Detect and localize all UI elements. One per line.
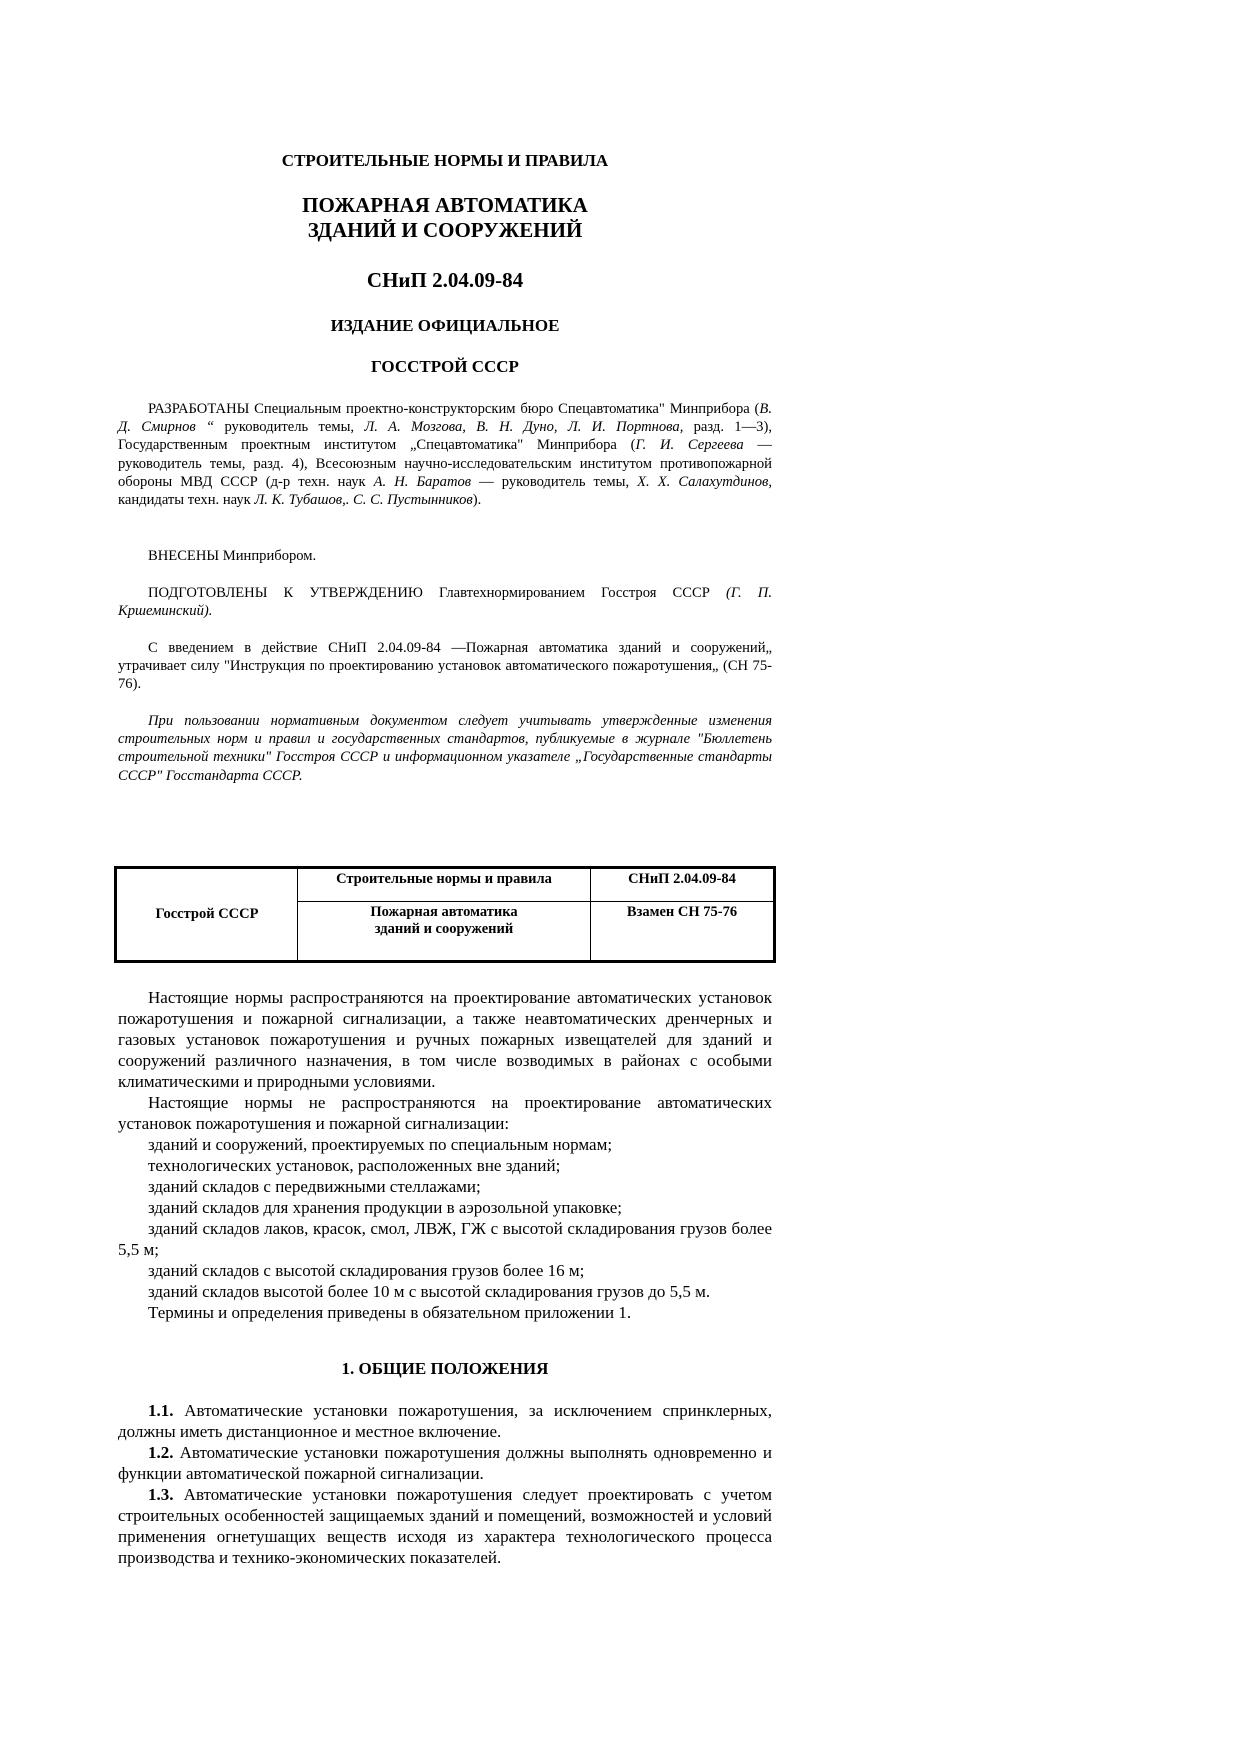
title-block-table	[114, 866, 776, 963]
document-category: СТРОИТЕЛЬНЫЕ НОРМЫ И ПРАВИЛА	[281, 151, 609, 170]
usage-note-paragraph	[118, 712, 772, 785]
title-block-type: Строительные нормы и правила	[298, 868, 591, 902]
title-block-org: Госстрой СССР	[116, 868, 298, 962]
document-title-line1: ПОЖАРНАЯ АВТОМАТИКА	[302, 193, 588, 217]
clause-text: Автоматические установки пожаротушения следует проектировать с учетом строительных особенностей защищаемых зданий и помещений, возможностей и условий применения огнетушащих веществ исходя из характера технологического процесса производства и технико-экономических показателей.	[118, 1485, 772, 1567]
scope-list-item: зданий и сооружений, проектируемых по специальным нормам;	[148, 1135, 613, 1154]
title-block-name-line1: Пожарная автоматика	[370, 904, 518, 921]
developed-by-text	[118, 400, 772, 509]
clause-number: 1.1.	[148, 1401, 174, 1420]
title-block-code: СНиП 2.04.09-84	[591, 868, 775, 902]
developed-by-run: ).	[472, 492, 482, 509]
developed-by-run: Г. И. Сергеева	[635, 437, 744, 454]
developed-by-run: руководитель темы,	[214, 419, 365, 436]
terms-reference: Термины и определения приведены в обязательном приложении 1.	[148, 1303, 632, 1322]
scope-section	[118, 987, 772, 1323]
usage-note-text: При пользовании нормативным документом следует учитывать утвержденные изменения строительных норм и правил и государственных стандартов, публикуемые в журнале "Бюллетень строительной техники" Госстроя СССР и информационном указателе „Государственные стандарты СССР" Госстандарта СССР.	[118, 713, 772, 784]
developed-by-run: — руководитель темы,	[471, 473, 638, 490]
developed-by-run: Л. А. Мозгова, В. Н. Дуно, Л. И. Портнова,	[364, 419, 684, 436]
section-1-body	[118, 1400, 772, 1568]
title-block-name	[298, 902, 591, 962]
clause-number: 1.3.	[148, 1485, 174, 1504]
developed-by-run: разд. 1—3), Государственным проектным институтом „Спецавтоматика" Минприбора (	[118, 419, 772, 454]
prepared-text	[118, 584, 772, 620]
developed-by-run: X. X. Салахутдинов,	[637, 473, 772, 490]
scope-list-item: зданий складов высотой более 10 м с высотой складирования грузов до 5,5 м.	[148, 1282, 711, 1301]
clause	[118, 1442, 772, 1484]
developed-by-run: кандидаты техн. наук	[118, 492, 255, 509]
document-code: СНиП 2.04.09-84	[366, 268, 524, 292]
introduced-text: ВНЕСЕНЫ Минприбором.	[148, 548, 317, 564]
clause	[118, 1484, 772, 1568]
prepared-body: ПОДГОТОВЛЕНЫ К УТВЕРЖДЕНИЮ Главтехнормированием Госстроя СССР	[148, 585, 726, 601]
scope-list-item: технологических установок, расположенных вне зданий;	[148, 1156, 561, 1175]
developed-by-paragraph	[118, 400, 772, 509]
scope-list-item: зданий складов для хранения продукции в аэрозольной упаковке;	[148, 1198, 622, 1217]
document-title	[118, 193, 772, 243]
section-1-heading: 1. ОБЩИЕ ПОЛОЖЕНИЯ	[341, 1359, 549, 1378]
title-block-replaces: Взамен СН 75-76	[591, 902, 775, 962]
scope-list-item: зданий складов с высотой складирования грузов более 16 м;	[148, 1261, 585, 1280]
prepared-paragraph	[118, 584, 772, 620]
scope-list-item: зданий складов лаков, красок, смол, ЛВЖ, ГЖ с высотой складирования грузов более 5,5 м;	[118, 1219, 772, 1259]
scope-list-item: зданий складов с передвижными стеллажами;	[148, 1177, 481, 1196]
replacement-paragraph	[118, 639, 772, 694]
title-block-name-line2: зданий и сооружений	[374, 921, 514, 938]
document-title-line2: ЗДАНИЙ И СООРУЖЕНИЙ	[307, 218, 583, 242]
developed-by-run: А. Н. Баратов	[373, 473, 472, 490]
edition-label: ИЗДАНИЕ ОФИЦИАЛЬНОЕ	[330, 316, 560, 335]
developed-by-run: — руководитель темы, разд. 4), Всесоюзным научно-исследовательским институтом противопожарной обороны МВД СССР (д-р техн. наук	[118, 437, 772, 490]
introduced-paragraph	[118, 547, 772, 565]
scope-paragraph-2: Настоящие нормы не распространяются на проектирование автоматических установок пожаротушения и пожарной сигнализации:	[118, 1093, 772, 1133]
publisher-label: ГОССТРОЙ СССР	[371, 357, 519, 376]
clause-text: Автоматические установки пожаротушения должны выполнять одновременно и функции автоматической пожарной сигнализации.	[118, 1443, 772, 1483]
replacement-text: С введением в действие СНиП 2.04.09-84 —Пожарная автоматика зданий и сооружений„ утрачивает силу "Инструкция по проектированию установок автоматического пожаротушения„ (СН 75-76).	[118, 640, 772, 693]
clause	[118, 1400, 772, 1442]
scope-paragraph-1: Настоящие нормы распространяются на проектирование автоматических установок пожаротушения и пожарной сигнализации, а также неавтоматических дренчерных и газовых установок пожаротушения и ручных пожарных извещателей для зданий и сооружений различного назначения, в том числе возводимых в районах с особыми климатическими и природными условиями.	[118, 988, 772, 1091]
developed-by-run: Л. К. Тубашов,. С. С. Пустынников	[254, 492, 473, 509]
developed-by-run: В. Д. Смирнов “	[118, 401, 772, 436]
developed-by-run: РАЗРАБОТАНЫ Специальным проектно-конструкторским бюро Спецавтоматика" Минприбора (	[148, 401, 760, 417]
clause-number: 1.2.	[148, 1443, 174, 1462]
prepared-person: (Г. П. Кршеминский).	[118, 585, 772, 620]
clause-text: Автоматические установки пожаротушения, за исключением спринклерных, должны иметь дистанционное и местное включение.	[118, 1401, 772, 1441]
